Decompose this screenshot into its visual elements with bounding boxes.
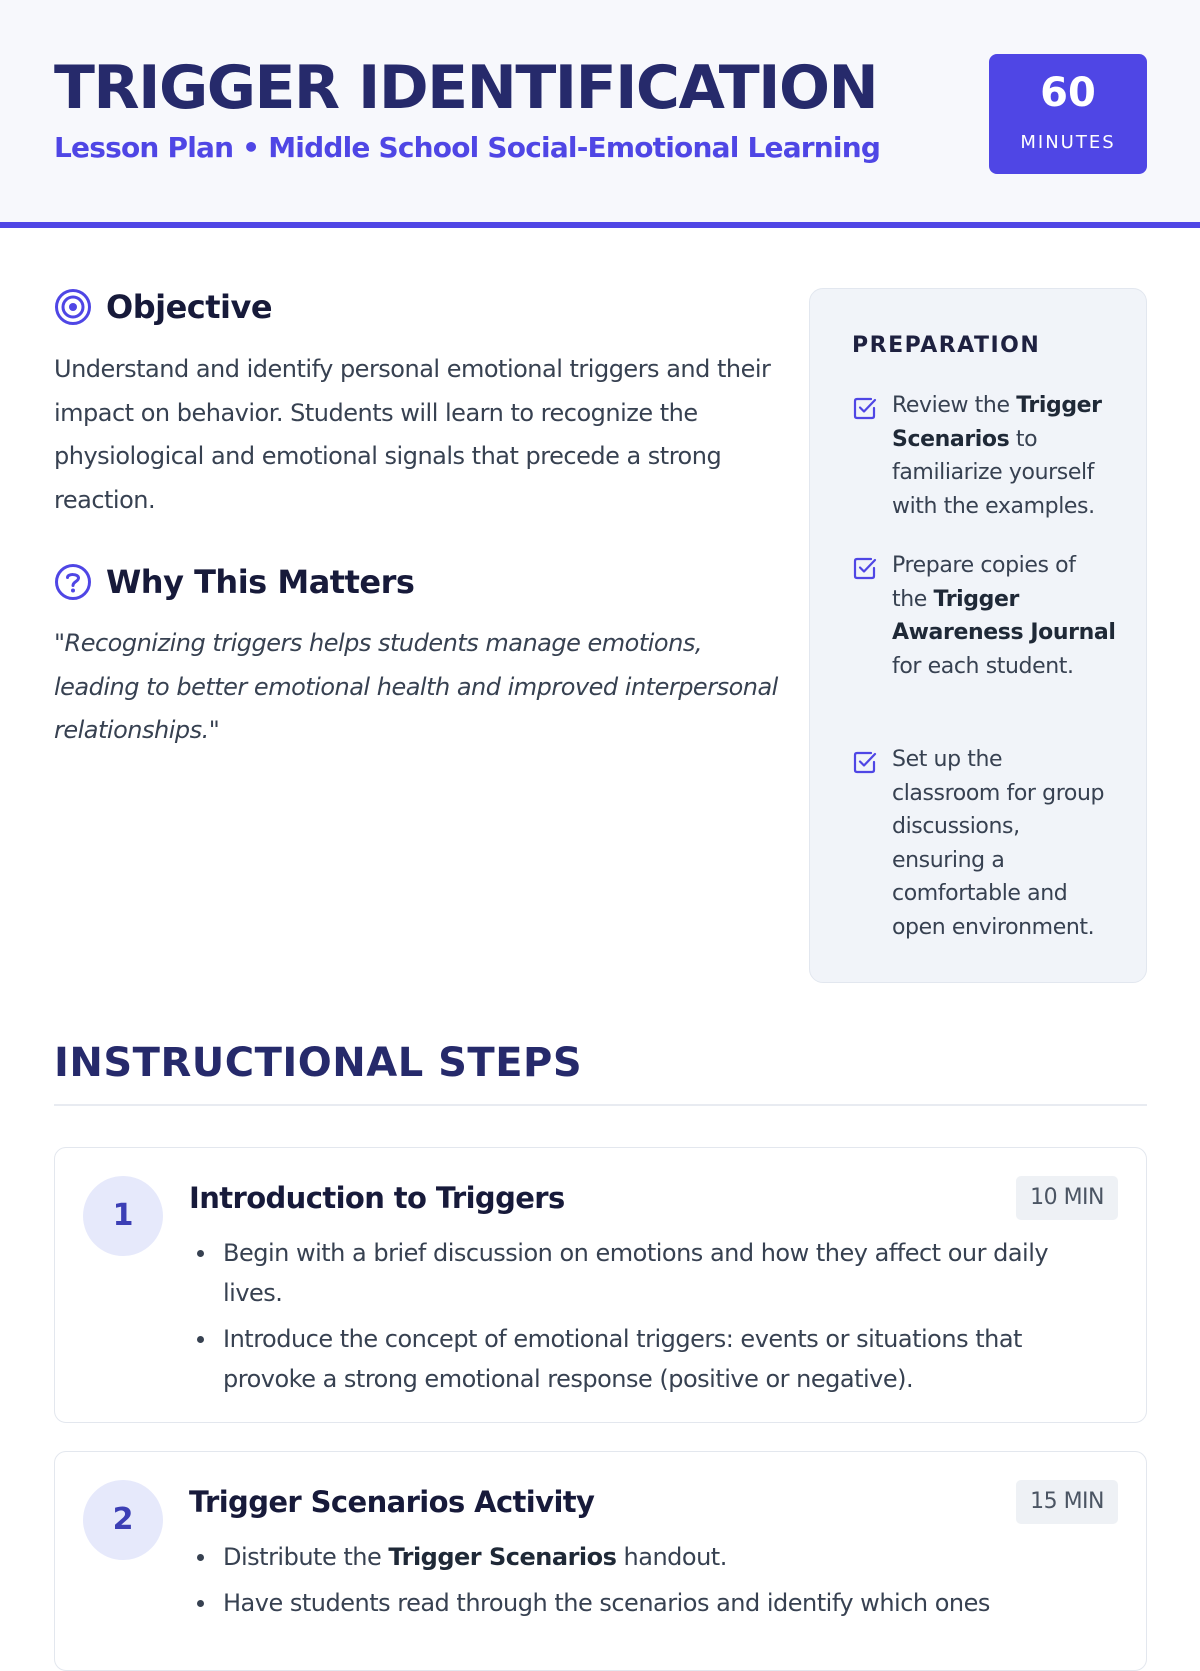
why-heading-label: Why This Matters <box>106 563 415 601</box>
page-header <box>0 0 1200 228</box>
prep-item-text: for each student. <box>892 653 1074 679</box>
preparation-card <box>809 288 1147 983</box>
steps-heading: INSTRUCTIONAL STEPS <box>54 1040 583 1086</box>
prep-item-text: Set up the classroom for group discussions, ensuring a comfortable and open environment. <box>892 747 1105 940</box>
checkbox-icon <box>852 749 878 775</box>
page-title: TRIGGER IDENTIFICATION <box>54 53 878 123</box>
checkbox-icon <box>852 555 878 581</box>
prep-item-text: to familiarize yourself with the examples. <box>892 426 1095 519</box>
target-icon <box>54 288 92 326</box>
list-item: Introduce the concept of emotional triggers: events or situations that provoke a strong emotional response (positive or negative). <box>189 1319 1109 1399</box>
step-card <box>54 1147 1147 1423</box>
duration-unit: MINUTES <box>1020 132 1116 153</box>
prep-item-text: Prepare copies of the <box>892 553 1076 612</box>
step-bullets <box>189 1537 1109 1629</box>
step-time-badge: 10 MIN <box>1016 1176 1118 1220</box>
objective-text: Understand and identify personal emotional triggers and their impact on behavior. Students will learn to recognize the physiological and emotional signals that precede a strong reaction. <box>54 355 771 514</box>
list-item <box>189 1583 1109 1623</box>
divider <box>54 1104 1147 1106</box>
prep-item-bold: Trigger Scenarios <box>892 393 1102 452</box>
step-title: Trigger Scenarios Activity <box>189 1485 595 1519</box>
step-number: 2 <box>83 1480 163 1560</box>
question-circle-icon <box>54 563 92 601</box>
list-item-text: Distribute the <box>223 1543 389 1571</box>
duration-value: 60 <box>1040 70 1096 116</box>
why-heading <box>54 563 414 601</box>
step-card <box>54 1451 1147 1671</box>
why-quote: "Recognizing triggers helps students manage emotions, leading to better emotional health and improved interpersonal relationships." <box>54 629 778 744</box>
duration-badge <box>989 54 1147 174</box>
prep-item-text: Review the <box>892 393 1017 418</box>
prep-item-bold: Trigger Awareness Journal <box>892 586 1116 645</box>
list-item-text: Have students read through the scenarios and identify which ones <box>223 1589 990 1617</box>
list-item: Begin with a brief discussion on emotions and how they affect our daily lives. <box>189 1233 1109 1313</box>
preparation-title: PREPARATION <box>852 333 1041 358</box>
objective-heading-label: Objective <box>106 288 273 326</box>
step-bullets <box>189 1233 1109 1405</box>
step-number: 1 <box>83 1176 163 1256</box>
list-item-text: handout. <box>616 1543 727 1571</box>
page-subtitle: Lesson Plan • Middle School Social-Emotional Learning <box>54 131 881 164</box>
list-item <box>189 1537 1109 1577</box>
step-title: Introduction to Triggers <box>189 1181 565 1215</box>
step-time-badge: 15 MIN <box>1016 1480 1118 1524</box>
list-item-bold: Trigger Scenarios <box>388 1543 617 1571</box>
checkbox-icon <box>852 395 878 421</box>
objective-heading <box>54 288 272 326</box>
